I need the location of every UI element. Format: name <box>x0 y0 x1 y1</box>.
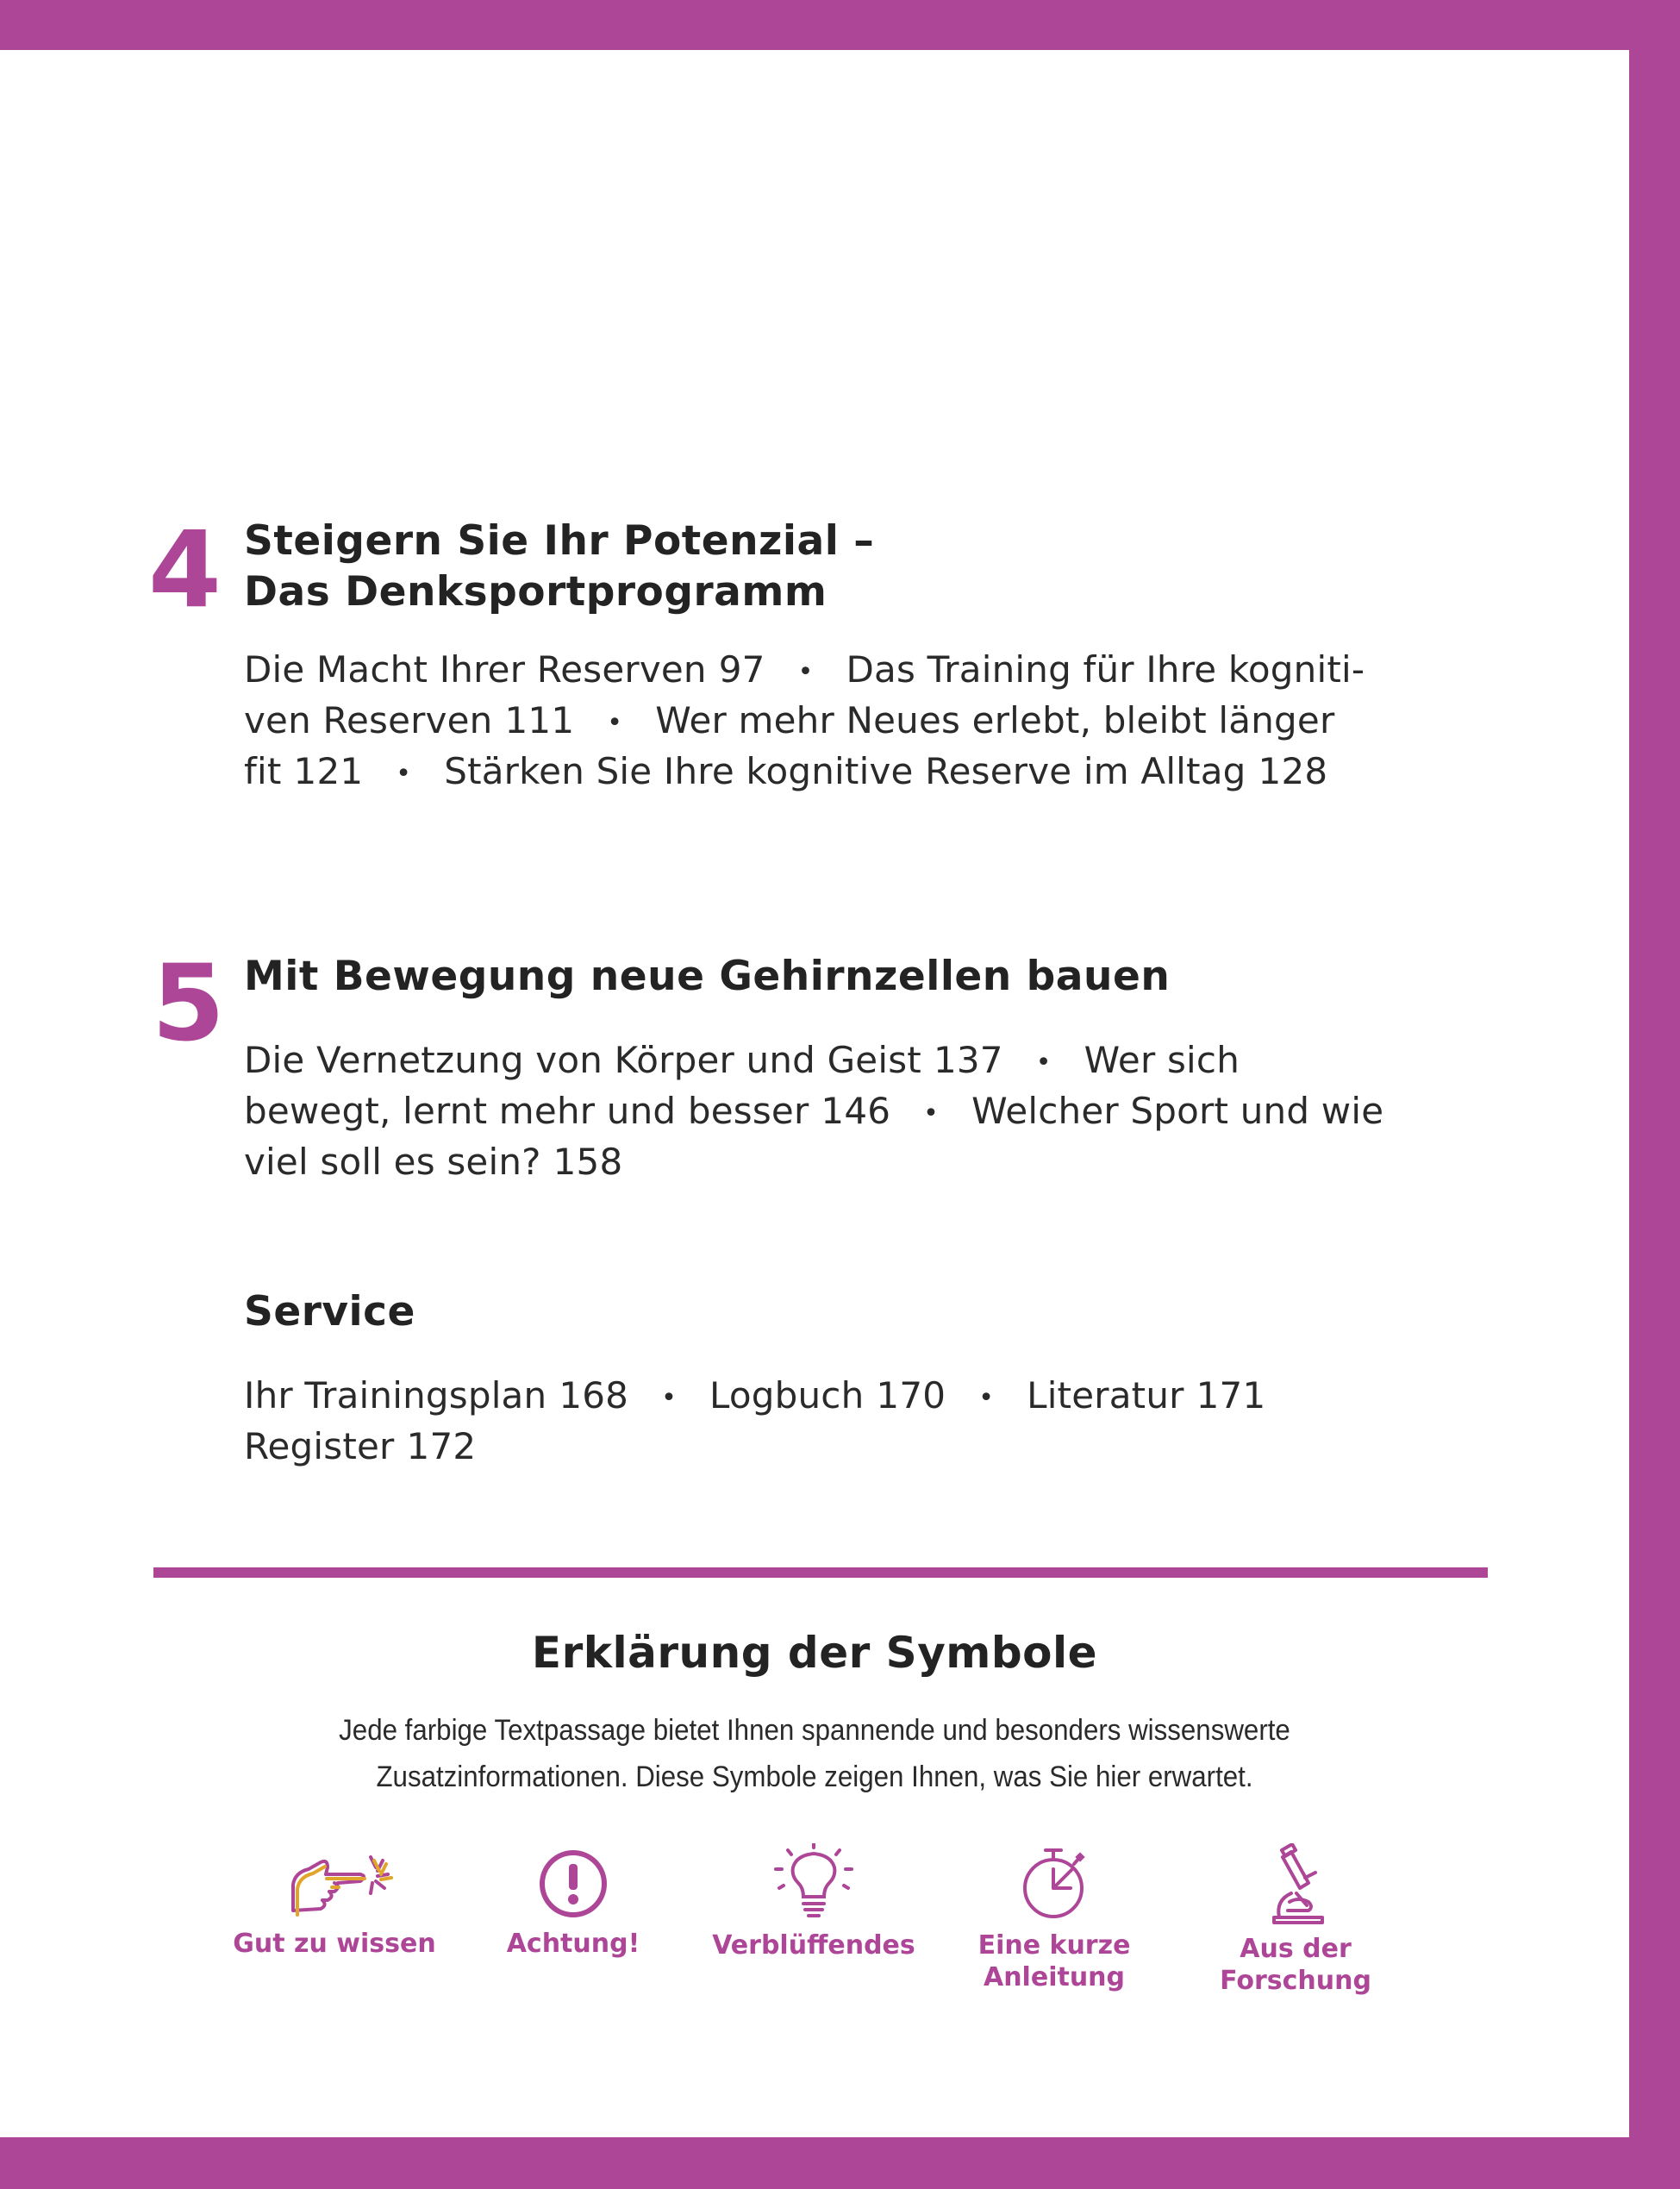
entry-title: Die Vernetzung von Körper und Geist <box>244 1039 921 1081</box>
microscope-icon <box>1257 1843 1334 1926</box>
bullet-separator: • <box>396 759 412 789</box>
bullet-separator: • <box>797 657 814 687</box>
chapter-title: Mit Bewegung neue Gehirnzellen bauen <box>244 953 1171 1000</box>
symbol-label: Aus der Forschung <box>1220 1934 1371 1996</box>
symbol-eine-kurze-anleitung <box>942 1843 1166 1993</box>
chapter-number: 5 <box>152 942 222 1065</box>
service-entries <box>244 1372 1416 1471</box>
legend-description-line: Jede farbige Textpassage bietet Ihnen spannende und besonders wissenswerte <box>339 1714 1290 1747</box>
chapter-section <box>244 951 1416 1186</box>
lightbulb-icon <box>771 1843 857 1923</box>
page-number: 168 <box>559 1374 629 1417</box>
entry-title: Register <box>244 1425 395 1467</box>
frame-right-bar <box>1629 0 1680 2189</box>
symbol-aus-der-forschung <box>1183 1843 1408 1997</box>
bullet-separator: • <box>661 1383 677 1413</box>
entry-title: fit <box>244 750 282 792</box>
symbol-achtung <box>461 1843 685 1960</box>
page-number: 137 <box>933 1039 1003 1081</box>
symbol-label: Eine kurze Anleitung <box>977 1930 1131 1992</box>
page-number: 111 <box>504 699 575 741</box>
bullet-separator: • <box>978 1383 995 1413</box>
chapter-section <box>244 516 1416 798</box>
symbol-verblueffendes <box>702 1843 926 1961</box>
page-number: 146 <box>821 1090 891 1132</box>
service-title: Service <box>244 1288 415 1335</box>
entry-line <box>244 1372 1416 1423</box>
frame-top-bar <box>0 0 1680 50</box>
page-number: 121 <box>293 750 364 792</box>
entry-line <box>244 1138 1416 1186</box>
page-number: 171 <box>1196 1374 1266 1417</box>
chapter-title-line: Steigern Sie Ihr Potenzial – <box>244 517 875 565</box>
bullet-separator: • <box>607 708 623 738</box>
entry-title: Stärken Sie Ihre kognitive Reserve im Alltag <box>444 750 1246 792</box>
chapter-title-line: Das Denksportprogramm <box>244 568 828 616</box>
exclamation-icon <box>534 1843 612 1921</box>
symbol-label: Achtung! <box>506 1929 640 1959</box>
chapter-title <box>244 516 1416 617</box>
entry-title: Das Training für Ihre kogniti- <box>846 648 1365 691</box>
symbol-gut-zu-wissen <box>222 1843 447 1960</box>
page-number: 172 <box>406 1425 477 1467</box>
entry-line <box>244 747 1416 798</box>
service-section <box>244 1286 1416 1471</box>
entry-title: Wer mehr Neues erlebt, bleibt länger <box>655 699 1335 741</box>
entry-title: ven Reserven <box>244 699 493 741</box>
entry-title: Welcher Sport und wie <box>971 1090 1384 1132</box>
stopwatch-icon <box>1015 1843 1093 1923</box>
page-number: 128 <box>1258 750 1328 792</box>
bullet-separator: • <box>923 1098 940 1129</box>
entry-title: Literatur <box>1027 1374 1184 1417</box>
entry-title: Die Macht Ihrer Reserven <box>244 648 707 691</box>
chapter-number: 4 <box>148 509 218 631</box>
page-number: 158 <box>553 1141 623 1183</box>
page-number: 170 <box>876 1374 946 1417</box>
entry-line <box>244 1036 1416 1087</box>
entry-title: bewegt, lernt mehr und besser <box>244 1090 809 1132</box>
entry-line <box>244 1087 1416 1138</box>
divider-line <box>153 1567 1488 1578</box>
entry-line <box>244 697 1416 747</box>
symbol-label: Verblüffendes <box>712 1930 915 1961</box>
symbol-label: Gut zu wissen <box>233 1929 436 1959</box>
legend-description-line: Zusatzinformationen. Diese Symbole zeigen Ihnen, was Sie hier erwartet. <box>376 1761 1253 1793</box>
entry-title: Logbuch <box>709 1374 865 1417</box>
bullet-separator: • <box>1035 1048 1052 1078</box>
entry-title: viel soll es sein? <box>244 1141 541 1183</box>
entry-title: Ihr Trainingsplan <box>244 1374 547 1417</box>
entry-line <box>244 1423 1416 1471</box>
entry-title: Wer sich <box>1084 1039 1240 1081</box>
entry-line <box>244 646 1416 697</box>
frame-bottom-bar <box>0 2137 1680 2189</box>
legend-description <box>66 1707 1564 1800</box>
chapter-entries <box>244 646 1416 798</box>
legend-title: Erklärung der Symbole <box>531 1628 1098 1678</box>
chapter-entries <box>244 1036 1416 1186</box>
pointing-hand-icon <box>274 1843 395 1921</box>
page-number: 97 <box>718 648 765 691</box>
